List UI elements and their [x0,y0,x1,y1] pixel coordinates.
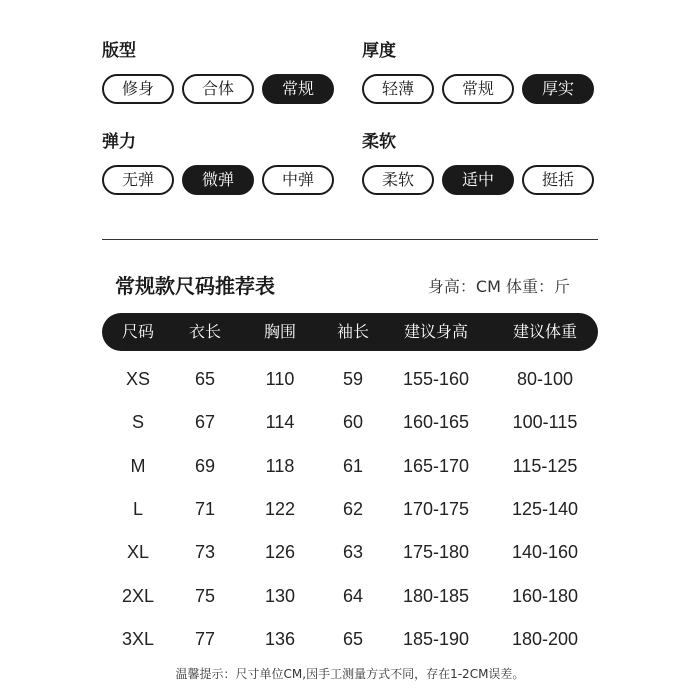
cell-size: L [132,499,144,519]
cell-chest: 118 [265,456,295,476]
cell-height: 185-190 [402,629,470,649]
cell-height: 175-180 [402,542,470,562]
size-table-header [102,313,598,351]
thickness-options [362,74,602,104]
cell-size: M [130,456,146,476]
header-height: 建议身高 [403,322,469,341]
cell-sleeve: 64 [342,586,364,606]
unit-note: 身高：CM 体重：斤 [427,277,570,296]
thickness-option-thick: 厚实 [522,74,594,104]
table-row [102,625,598,653]
elasticity-option-slight: 微弹 [182,165,254,195]
header-length: 衣长 [188,322,222,341]
cell-chest: 122 [264,499,296,519]
cell-weight: 100-115 [512,412,578,432]
header-chest: 胸围 [263,322,297,341]
cell-size: XL [126,542,150,562]
cell-size: S [131,412,145,432]
header-size: 尺码 [121,322,155,341]
cell-chest: 136 [264,629,296,649]
cell-sleeve: 62 [342,499,364,519]
fit-options [102,74,342,104]
elasticity-options [102,165,342,195]
softness-title: 柔软 [362,132,396,152]
cell-weight: 160-180 [511,586,579,606]
softness-option-stiff: 挺括 [522,165,594,195]
cell-height: 165-170 [402,456,470,476]
thickness-group [362,40,602,104]
softness-options [362,165,602,195]
fit-group [102,40,342,104]
cell-sleeve: 65 [342,629,364,649]
size-table-title: 常规款尺码推荐表 [115,274,275,298]
softness-group [362,131,602,195]
footnote: 温馨提示：尺寸单位CM,因手工测量方式不同，存在1-2CM误差。 [175,667,525,681]
cell-sleeve: 61 [342,456,364,476]
cell-height: 155-160 [402,369,470,389]
elasticity-title: 弹力 [102,132,136,152]
cell-sleeve: 60 [342,412,364,432]
table-row [102,495,598,523]
header-sleeve: 袖长 [336,322,370,341]
cell-size: 2XL [121,586,155,606]
header-weight: 建议体重 [512,322,578,341]
cell-size: 3XL [121,629,155,649]
cell-height: 170-175 [402,499,470,519]
cell-chest: 130 [264,586,296,606]
softness-option-moderate: 适中 [442,165,514,195]
cell-sleeve: 59 [342,369,364,389]
table-row [102,452,598,480]
cell-height: 180-185 [402,586,470,606]
cell-weight: 80-100 [516,369,574,389]
thickness-option-regular: 常规 [442,74,514,104]
cell-length: 67 [194,412,216,432]
cell-length: 75 [194,586,216,606]
cell-weight: 115-125 [512,456,578,476]
table-row [102,582,598,610]
softness-option-soft: 柔软 [362,165,434,195]
cell-weight: 140-160 [511,542,579,562]
cell-length: 71 [194,499,216,519]
cell-length: 65 [194,369,216,389]
fit-option-regular: 常规 [262,74,334,104]
cell-length: 69 [194,456,216,476]
table-row [102,408,598,436]
fit-option-slim: 修身 [102,74,174,104]
cell-sleeve: 63 [342,542,364,562]
cell-height: 160-165 [402,412,470,432]
fit-title: 版型 [102,41,136,61]
cell-size: XS [125,369,151,389]
cell-weight: 180-200 [511,629,579,649]
cell-chest: 126 [264,542,296,562]
cell-chest: 114 [265,412,295,432]
elasticity-option-none: 无弹 [102,165,174,195]
section-divider [102,239,598,240]
elasticity-group [102,131,342,195]
fit-option-fitted: 合体 [182,74,254,104]
cell-length: 73 [194,542,216,562]
cell-weight: 125-140 [511,499,579,519]
elasticity-option-medium: 中弹 [262,165,334,195]
cell-chest: 110 [265,369,295,389]
thickness-title: 厚度 [362,41,396,61]
cell-length: 77 [194,629,216,649]
table-row [102,538,598,566]
thickness-option-light: 轻薄 [362,74,434,104]
table-row [102,365,598,393]
